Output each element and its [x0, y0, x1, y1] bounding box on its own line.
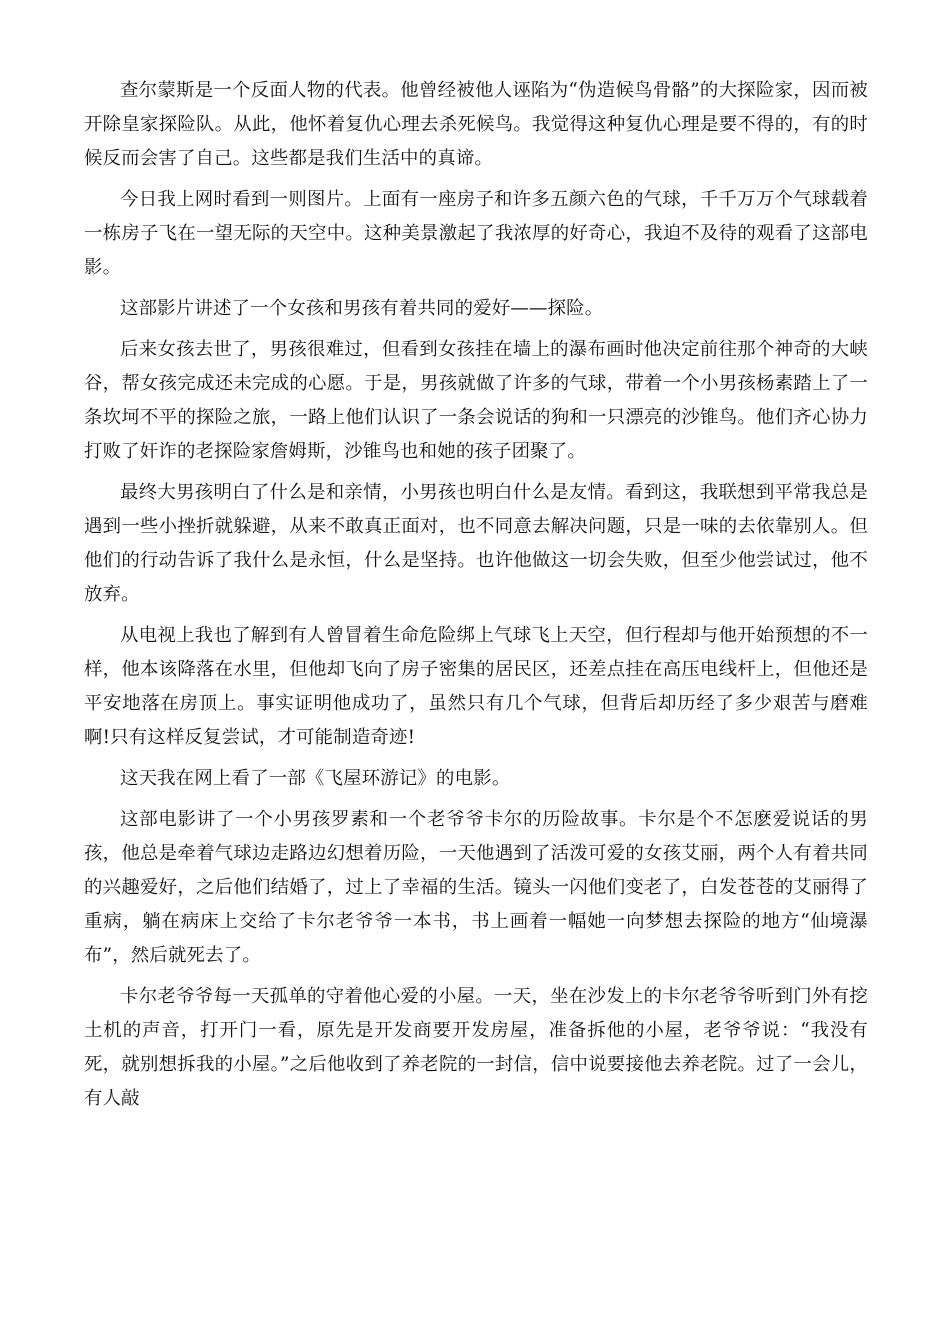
- paragraph-1: 查尔蒙斯是一个反面人物的代表。他曾经被他人诬陷为“伪造候鸟骨骼”的大探险家，因而被开除皇家探险队。从此，他怀着复仇心理去杀死候鸟。我觉得这种复仇心理是要不得的，有的时候反而会害了自己。这些都是我们生活中的真谛。: [84, 80, 868, 169]
- paragraph-7: 这天我在网上看了一部《飞屋环游记》的电影。: [120, 768, 511, 789]
- paragraph-2: 今日我上网时看到一则图片。上面有一座房子和许多五颜六色的气球，千千万万个气球载着一栋房子飞在一望无际的天空中。这种美景激起了我浓厚的好奇心，我迫不及待的观看了这部电影。: [84, 189, 868, 278]
- paragraph-6: 从电视上我也了解到有人曾冒着生命危险绑上气球飞上天空，但行程却与他开始预想的不一样，他本该降落在水里，但他却飞向了房子密集的居民区，还差点挂在高压电线杆上，但他还是平安地落在房顶上。事实证明他成功了，虽然只有几个气球，但背后却历经了多少艰苦与磨难啊!只有这样反复尝试，才可能制造奇迹!: [84, 625, 868, 748]
- paragraph-8: 这部电影讲了一个小男孩罗素和一个老爷爷卡尔的历险故事。卡尔是个不怎麽爱说话的男孩，他总是牵着气球边走路边幻想着历险，一天他遇到了活泼可爱的女孩艾丽，两个人有着共同的兴趣爱好，之后他们结婚了，过上了幸福的生活。镜头一闪他们变老了，白发苍苍的艾丽得了重病，躺在病床上交给了卡尔老爷爷一本书，书上画着一幅她一向梦想去探险的地方“仙境瀑布”，然后就死去了。: [84, 809, 868, 966]
- paragraph-9: 卡尔老爷爷每一天孤单的守着他心爱的小屋。一天，坐在沙发上的卡尔老爷爷听到门外有挖土机的声音，打开门一看，原先是开发商要开发房屋，准备拆他的小屋，老爷爷说：“我没有死，就别想拆我的小屋。”之后他收到了养老院的一封信，信中说要接他去养老院。过了一会儿，有人敲: [84, 986, 868, 1109]
- paragraph-5: 最终大男孩明白了什么是和亲情，小男孩也明白什么是友情。看到这，我联想到平常我总是遇到一些小挫折就躲避，从来不敢真正面对，也不同意去解决问题，只是一味的去依靠别人。但他们的行动告诉了我什么是永恒，什么是坚持。也许他做这一切会失败，但至少他尝试过，他不放弃。: [84, 482, 868, 605]
- document-page: [84, 74, 868, 1123]
- paragraph-3: 这部影片讲述了一个女孩和男孩有着共同的爱好——探险。: [120, 298, 604, 319]
- paragraph-4: 后来女孩去世了，男孩很难过，但看到女孩挂在墙上的瀑布画时他决定前往那个神奇的大峡谷，帮女孩完成还未完成的心愿。于是，男孩就做了许多的气球，带着一个小男孩杨素踏上了一条坎坷不平的探险之旅，一路上他们认识了一条会说话的狗和一只漂亮的沙锥鸟。他们齐心协力打败了奸诈的老探险家詹姆斯，沙锥鸟也和她的孩子团聚了。: [84, 339, 868, 462]
